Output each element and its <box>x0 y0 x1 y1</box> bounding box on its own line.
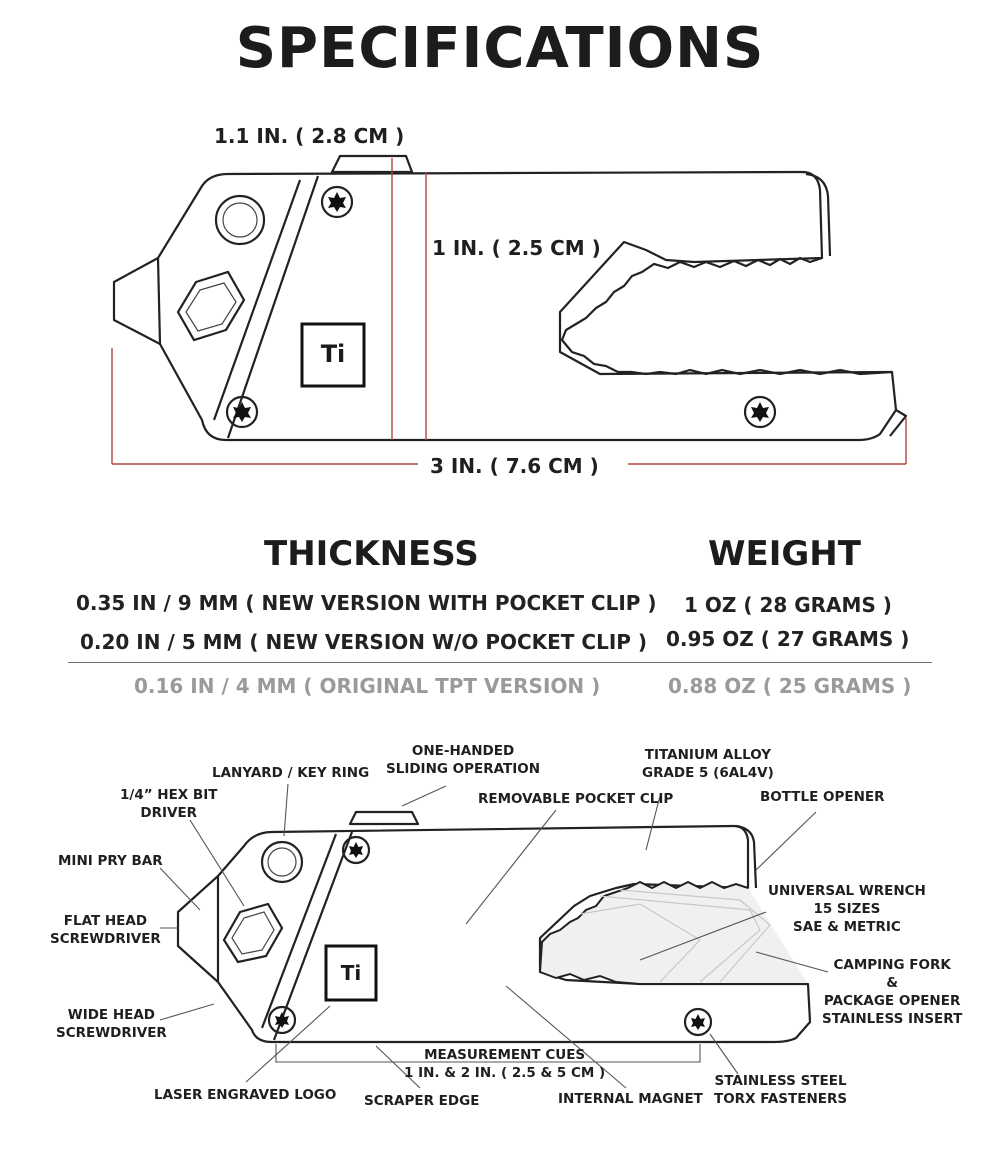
callout-flat-head: FLAT HEAD SCREWDRIVER <box>50 913 161 947</box>
callout-lanyard: LANYARD / KEY RING <box>212 765 370 781</box>
callout-laser-logo: LASER ENGRAVED LOGO <box>154 1087 337 1103</box>
callout-hex-bit: 1/4” HEX BIT DRIVER <box>120 787 218 821</box>
clip-thickness-label: 1.1 IN. ( 2.8 CM ) <box>214 124 405 148</box>
thickness-heading: THICKNESS <box>264 534 479 574</box>
thickness-row-original: 0.16 IN / 4 MM ( ORIGINAL TPT VERSION ) <box>134 674 601 698</box>
callout-magnet: INTERNAL MAGNET <box>558 1091 703 1107</box>
torx-screw <box>269 1007 295 1033</box>
callout-mini-pry: MINI PRY BAR <box>58 853 163 869</box>
thickness-row: 0.20 IN / 5 MM ( NEW VERSION W/O POCKET CLIP ) <box>80 630 648 654</box>
length-label: 3 IN. ( 7.6 CM ) <box>430 454 599 478</box>
weight-heading: WEIGHT <box>708 534 861 574</box>
hex-bit-driver-2 <box>224 904 282 962</box>
page-title: SPECIFICATIONS <box>235 16 765 81</box>
callout-wide-head: WIDE HEAD SCREWDRIVER <box>56 1007 167 1041</box>
callout-one-handed: ONE-HANDED SLIDING OPERATION <box>386 743 541 777</box>
callout-titanium: TITANIUM ALLOY GRADE 5 (6AL4V) <box>642 747 774 781</box>
callout-scraper: SCRAPER EDGE <box>364 1093 480 1109</box>
callout-camping-fork: CAMPING FORK & PACKAGE OPENER STAINLESS INSERT <box>822 957 963 1027</box>
callout-pocket-clip: REMOVABLE POCKET CLIP <box>478 791 674 807</box>
height-label: 1 IN. ( 2.5 CM ) <box>432 236 601 260</box>
weight-row-original: 0.88 OZ ( 25 GRAMS ) <box>668 674 912 698</box>
weight-row: 1 OZ ( 28 GRAMS ) <box>684 593 892 617</box>
screwdriver-tip-2 <box>178 876 218 982</box>
callout-torx: STAINLESS STEEL TORX FASTENERS <box>714 1073 848 1107</box>
ti-logo-text-2: Ti <box>340 961 362 985</box>
callout-measurement: MEASUREMENT CUES 1 IN. & 2 IN. ( 2.5 & 5 CM ) <box>404 1047 606 1081</box>
torx-screw <box>343 837 369 863</box>
ti-logo-text: Ti <box>320 340 346 368</box>
clip-button-2 <box>350 812 418 824</box>
thickness-row: 0.35 IN / 9 MM ( NEW VERSION WITH POCKET CLIP ) <box>76 591 657 615</box>
torx-screw <box>685 1009 711 1035</box>
weight-row: 0.95 OZ ( 27 GRAMS ) <box>666 627 910 651</box>
callout-wrench: UNIVERSAL WRENCH 15 SIZES SAE & METRIC <box>768 883 926 935</box>
callout-bottle-opener: BOTTLE OPENER <box>760 789 885 805</box>
